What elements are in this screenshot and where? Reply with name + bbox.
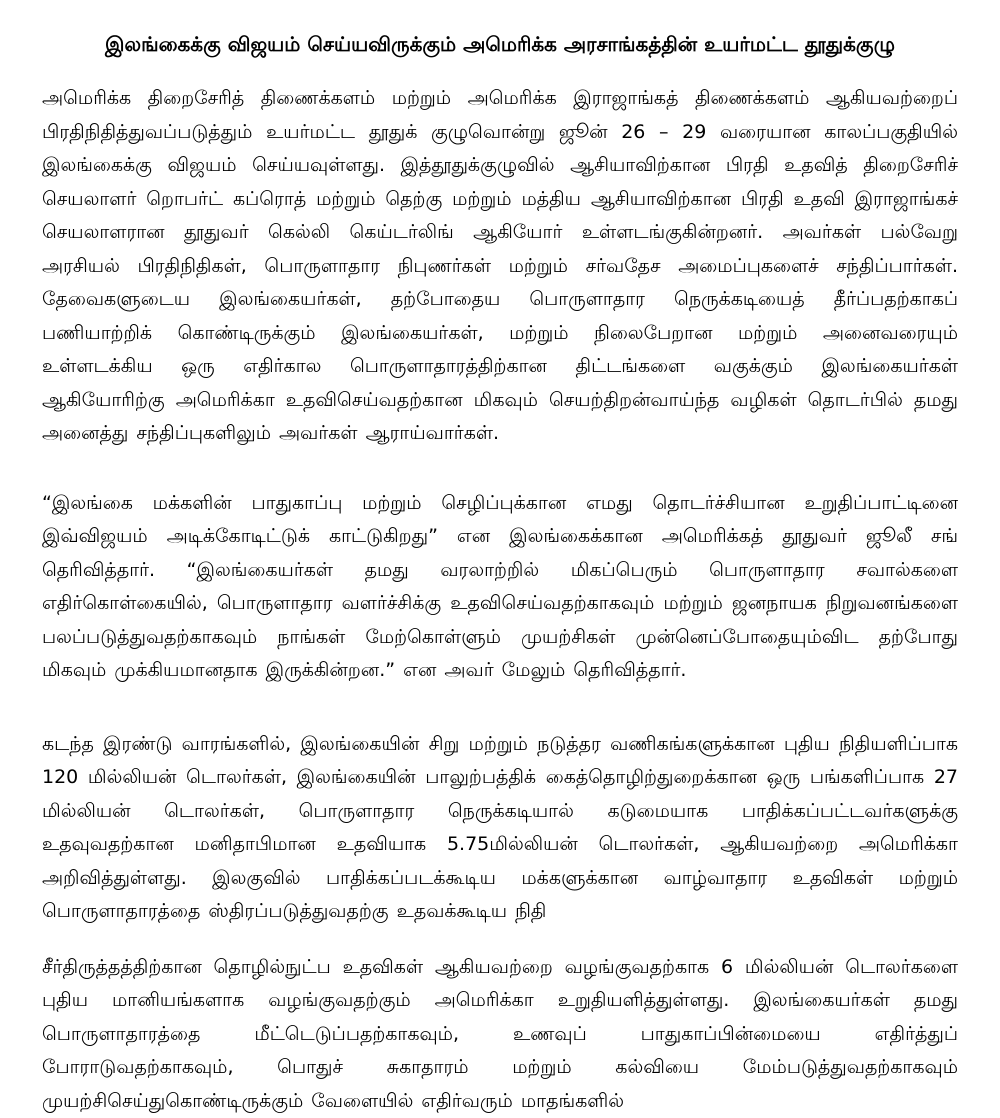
document-title: இலங்கைக்கு விஜயம் செய்யவிருக்கும் அமெரிக்க அரசாங்கத்தின் உயர்மட்ட தூதுக்குழு xyxy=(42,30,958,58)
paragraph-delegation-visit: அமெரிக்க திறைசேரித் திணைக்களம் மற்றும் அமெரிக்க இராஜாங்கத் திணைக்களம் ஆகியவற்றைப் பிரதிநிதித்துவப்படுத்தும் உயர்மட்ட தூதுக் குழுவொன்று ஜூன் 26 – 29 வரையான காலப்பகுதியில் இலங்கைக்கு விஜயம் செய்யவுள்ளது. இத்தூதுக்குழுவில் ஆசியாவிற்கான பிரதி உதவித் திறைசேரிச் செயலாளர் றொபர்ட் கப்ரொத் மற்றும் தெற்கு மற்றும் மத்திய ஆசியாவிற்கான பிரதி உதவி இராஜாங்கச் செயலாளரான தூதுவர் கெல்லி கெய்டர்லிங் ஆகியோர் உள்ளடங்குகின்றனர். அவர்கள் பல்வேறு அரசியல் பிரதிநிதிகள், பொருளாதார நிபுணர்கள் மற்றும் சர்வதேச அமைப்புகளைச் சந்திப்பார்கள். தேவைகளுடைய இலங்கையர்கள், தற்போதைய பொருளாதார நெருக்கடியைத் தீர்ப்பதற்காகப் பணியாற்றிக் கொண்டிருக்கும் இலங்கையர்கள், மற்றும் நிலைபேறான மற்றும் அனைவரையும் உள்ளடக்கிய ஒரு எதிர்கால பொருளாதாரத்திற்கான திட்டங்களை வகுக்கும் இலங்கையர்கள் ஆகியோரிற்கு அமெரிக்கா உதவிசெய்வதற்கான மிகவும் செயற்திறன்வாய்ந்த வழிகள் தொடர்பில் தமது அனைத்து சந்திப்புகளிலும் அவர்கள் ஆராய்வார்கள். xyxy=(42,82,958,451)
paragraph-funding-announcements: கடந்த இரண்டு வாரங்களில், இலங்கையின் சிறு மற்றும் நடுத்தர வணிகங்களுக்கான புதிய நிதியளிப்பாக 120 மில்லியன் டொலர்கள், இலங்கையின் பாலுற்பத்திக் கைத்தொழிற்துறைக்கான ஒரு பங்களிப்பாக 27 மில்லியன் டொலர்கள், பொருளாதார நெருக்கடியால் கடுமையாக பாதிக்கப்பட்டவர்களுக்கு உதவுவதற்கான மனிதாபிமான உதவியாக 5.75மில்லியன் டொலர்கள், ஆகியவற்றை அமெரிக்கா அறிவித்துள்ளது. இலகுவில் பாதிக்கப்படக்கூடிய மக்களுக்கான வாழ்வாதார உதவிகள் மற்றும் பொருளாதாரத்தை ஸ்திரப்படுத்துவதற்கு உதவக்கூடிய நிதி xyxy=(42,728,958,929)
paragraph-grants-commitment: சீர்திருத்தத்திற்கான தொழில்நுட்ப உதவிகள் ஆகியவற்றை வழங்குவதற்காக 6 மில்லியன் டொலர்களை புதிய மானியங்களாக வழங்குவதற்கும் அமெரிக்கா உறுதியளித்துள்ளது. இலங்கையர்கள் தமது பொருளாதாரத்தை மீட்டெடுப்பதற்காகவும், உணவுப் பாதுகாப்பின்மையை எதிர்த்துப் போராடுவதற்காகவும், பொதுச் சுகாதாரம் மற்றும் கல்வியை மேம்படுத்துவதற்காகவும் முயற்சிசெய்துகொண்டிருக்கும் வேளையில் எதிர்வரும் மாதங்களில் xyxy=(42,951,958,1118)
document-page xyxy=(0,30,1000,1030)
paragraph-ambassador-quote: “இலங்கை மக்களின் பாதுகாப்பு மற்றும் செழிப்புக்கான எமது தொடர்ச்சியான உறுதிப்பாட்டினை இவ்விஜயம் அடிக்கோடிட்டுக் காட்டுகிறது” என இலங்கைக்கான அமெரிக்கத் தூதுவர் ஜூலீ சங் தெரிவித்தார். “இலங்கையர்கள் தமது வரலாற்றில் மிகப்பெரும் பொருளாதார சவால்களை எதிர்கொள்கையில், பொருளாதார வளர்ச்சிக்கு உதவிசெய்வதற்காகவும் மற்றும் ஜனநாயக நிறுவனங்களை பலப்படுத்துவதற்காகவும் நாங்கள் மேற்கொள்ளும் முயற்சிகள் முன்னெப்போதையும்விட தற்போது மிகவும் முக்கியமானதாக இருக்கின்றன.” என அவர் மேலும் தெரிவித்தார். xyxy=(42,487,958,688)
